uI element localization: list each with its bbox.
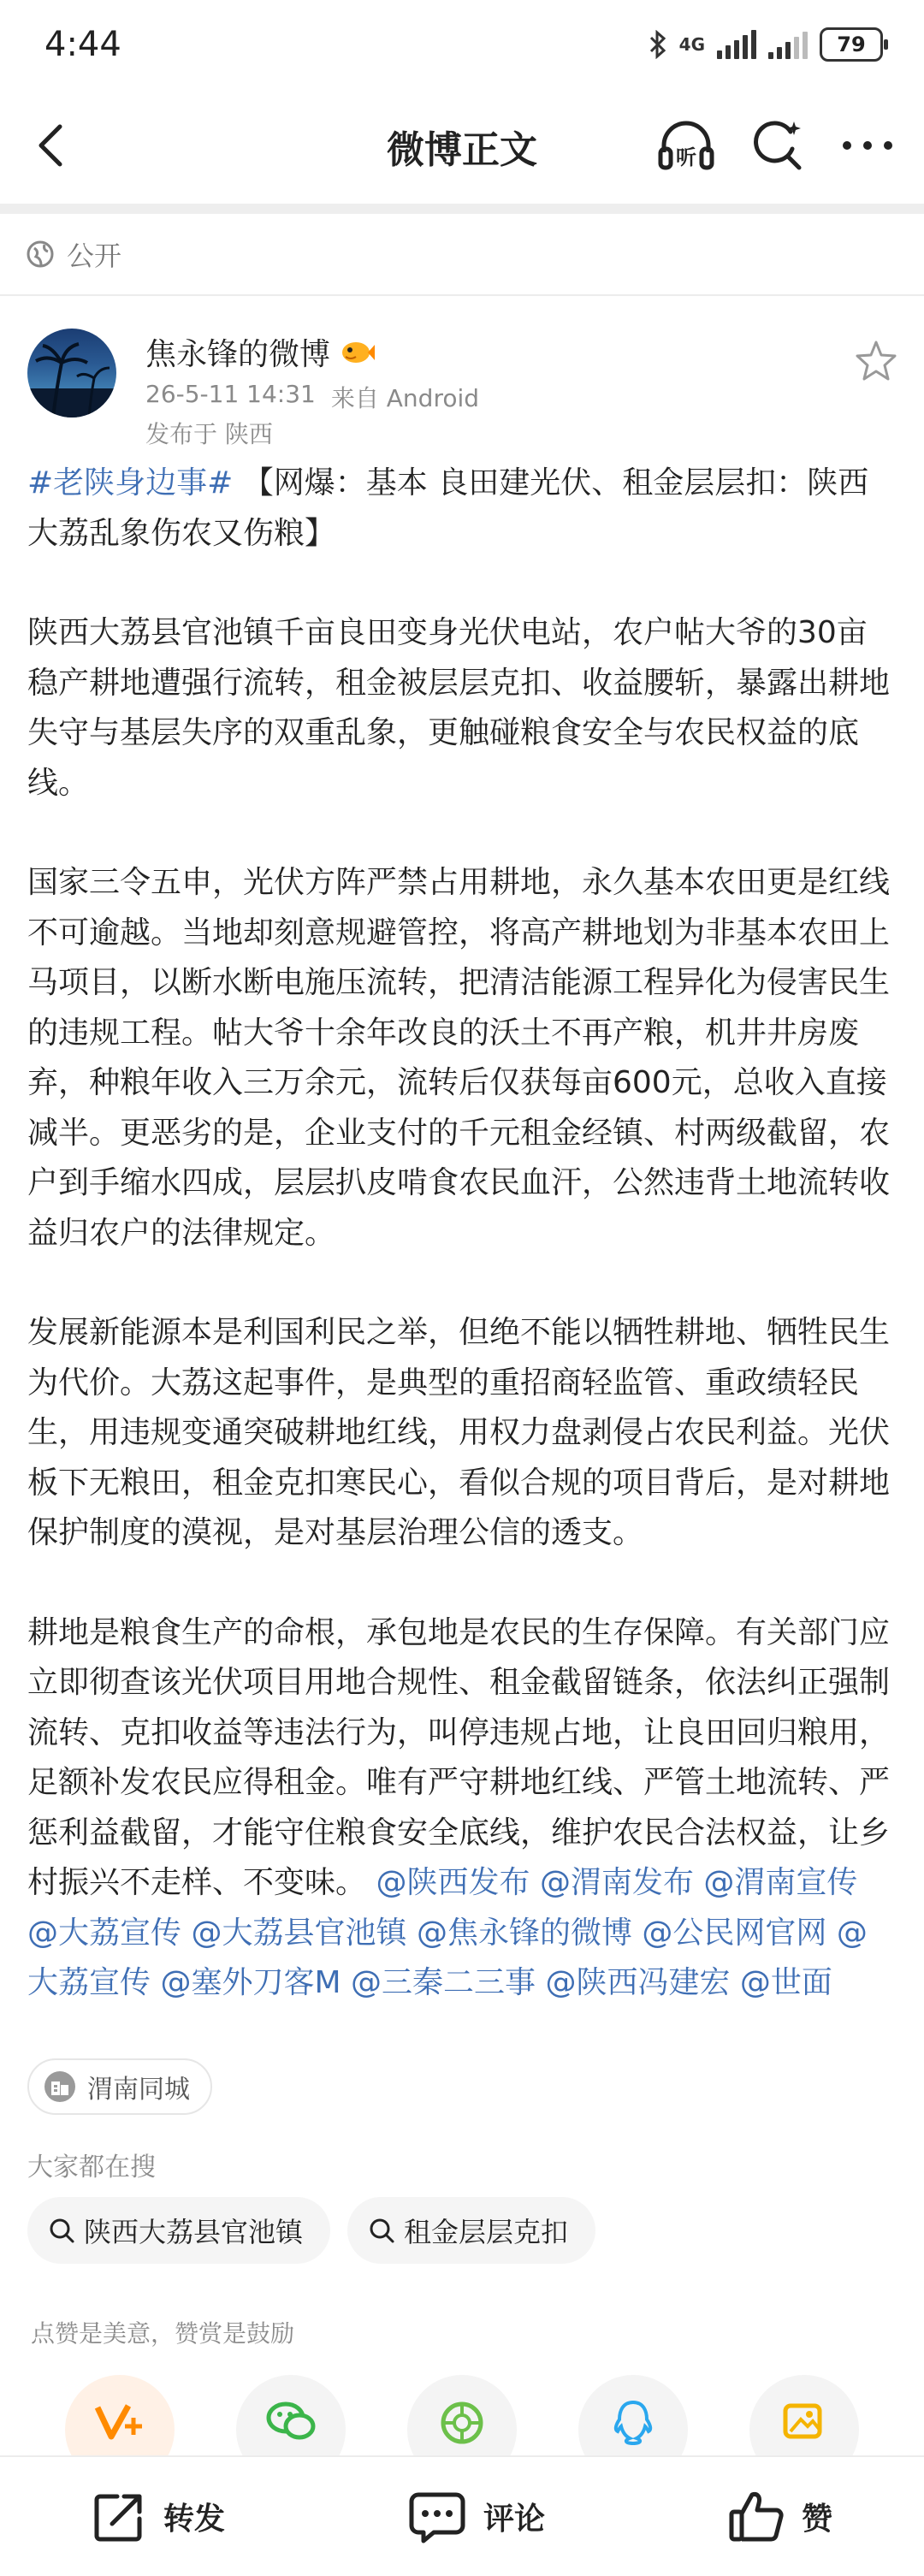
reward-label: 点赞是美意，赞赏是鼓励 <box>31 2319 295 2348</box>
status-bar <box>0 0 924 89</box>
status-icons <box>649 27 883 62</box>
post-paragraph-last <box>27 1608 897 2009</box>
author-name[interactable]: 焦永锋的微博 <box>145 337 331 372</box>
qq-icon <box>607 2397 659 2449</box>
moments-icon <box>436 2397 488 2449</box>
moments-share-button[interactable] <box>407 2375 517 2461</box>
mention-link[interactable]: @世面 <box>739 1965 832 2000</box>
mention-link[interactable]: @渭南宣传 <box>703 1865 858 1900</box>
thumbs-up-icon <box>728 2490 785 2544</box>
star-icon <box>852 337 900 385</box>
post-time: 26-5-11 14:31 <box>145 380 316 408</box>
post-source: 来自 Android <box>330 384 480 412</box>
listen-icon <box>655 118 717 173</box>
hot-search-tag-label: 租金层层克扣 <box>404 2216 569 2248</box>
signal-icon-2 <box>768 30 808 59</box>
qzone-icon <box>779 2397 830 2449</box>
bottom-action-bar <box>0 2455 924 2576</box>
share-row <box>0 2375 924 2461</box>
post-paragraph: 国家三令五申，光伏方阵严禁占用耕地，永久基本农田更是红线不可逾越。当地却刻意规避管控，将高产耕地划为非基本农田上马项目，以断水断电施压流转，把清洁能源工程异化为侵害民生的违规工程。帖大爷十余年改良的沃土不再产粮，机井井房废弃，种粮年收入三万余元，流转后仅获每亩600元，总收入直接减半。更恶劣的是，企业支付的千元租金经镇、村两级截留，农户到手缩水四成，层层扒皮啃食农民血汗，公然违背土地流转收益归农户的法律规定。 <box>27 865 891 1251</box>
author-name-line <box>145 330 375 374</box>
hot-search-tag[interactable] <box>27 2197 330 2264</box>
wechat-icon <box>264 2397 318 2445</box>
post-title: 【网爆：基本 良田建光伏、租金层层扣：陕西大荔乱象伤农又伤粮】 <box>27 465 869 551</box>
like-button[interactable] <box>728 2490 832 2544</box>
more-icon <box>840 139 895 152</box>
globe-icon <box>26 240 55 269</box>
battery-indicator <box>820 27 883 62</box>
network-label: 4G <box>678 34 705 55</box>
palm-tree-icon <box>27 329 116 417</box>
bluetooth-icon <box>649 30 667 59</box>
city-icon <box>43 2070 77 2104</box>
signal-icon <box>717 30 756 59</box>
favorite-button[interactable] <box>852 337 900 385</box>
wechat-share-button[interactable] <box>236 2375 346 2461</box>
mention-link[interactable]: @陕西冯建宏 <box>545 1965 731 2000</box>
comment-label: 评论 <box>483 2502 545 2537</box>
qzone-share-button[interactable] <box>749 2375 859 2461</box>
post-headline <box>27 459 897 559</box>
mention-link[interactable]: @大荔宣传 <box>27 1915 868 2000</box>
hot-search-tag[interactable] <box>347 2197 595 2264</box>
post-location: 发布于 陕西 <box>145 420 273 448</box>
mention-link[interactable]: @陕西发布 <box>376 1865 530 1900</box>
visibility-label: 公开 <box>67 240 122 272</box>
post-body <box>0 459 924 2009</box>
more-button[interactable] <box>837 115 898 176</box>
post-paragraph: 陕西大荔县官池镇千亩良田变身光伏电站，农户帖大爷的30亩稳产耕地遭强行流转，租金被层层克扣、收益腰斩，暴露出耕地失守与基层失序的双重乱象，更触碰粮食安全与农民权益的底线。 <box>27 615 891 801</box>
qq-share-button[interactable] <box>578 2375 688 2461</box>
hot-search-label: 大家都在搜 <box>27 2153 156 2182</box>
search-icon <box>749 118 804 173</box>
hot-search-tags <box>27 2197 595 2264</box>
comment-icon <box>408 2490 466 2544</box>
repost-button[interactable] <box>92 2490 225 2544</box>
comment-button[interactable] <box>408 2490 545 2544</box>
battery-level: 79 <box>837 33 866 56</box>
back-button[interactable] <box>26 120 77 171</box>
back-icon <box>34 121 68 169</box>
nav-actions <box>655 115 898 176</box>
hot-search-tag-label: 陕西大荔县官池镇 <box>84 2216 304 2248</box>
search-icon <box>368 2217 395 2244</box>
like-label: 赞 <box>801 2502 832 2537</box>
vip-plus-icon <box>92 2397 147 2445</box>
mention-link[interactable]: @焦永锋的微博 <box>416 1915 632 1951</box>
location-chip[interactable] <box>27 2058 212 2115</box>
mention-link[interactable]: @大荔宣传 <box>27 1915 182 1951</box>
hashtag-link[interactable]: #老陕身边事# <box>27 465 234 500</box>
avatar[interactable] <box>27 329 116 417</box>
search-icon <box>48 2217 75 2244</box>
visibility-row <box>0 214 924 296</box>
mention-link[interactable]: @渭南发布 <box>539 1865 694 1900</box>
search-button[interactable] <box>746 115 808 176</box>
nav-bar <box>0 89 924 204</box>
author-meta <box>145 380 479 414</box>
svg-text:听: 听 <box>676 145 696 169</box>
post-paragraph-text: 耕地是粮食生产的命根，承包地是农民的生存保障。有关部门应立即彻查该光伏项目用地合规性、租金截留链条，依法纠正强制流转、克扣收益等违法行为，叫停违规占地，让良田回归粮用，足额补发农民应得租金。唯有严守耕地红线、严管土地流转、严惩利益截留，才能守住粮食安全底线，维护农民合法权益，让乡村振兴不走样、不变味。 <box>27 1614 891 1900</box>
mention-link[interactable]: @大荔县官池镇 <box>191 1915 407 1951</box>
repost-label: 转发 <box>163 2502 225 2537</box>
fish-badge-icon <box>339 338 375 367</box>
location-chip-label: 渭南同城 <box>87 2075 190 2105</box>
divider <box>0 204 924 214</box>
mention-link[interactable]: @三秦二三事 <box>350 1965 536 2000</box>
listen-button[interactable] <box>655 115 717 176</box>
post-paragraph: 发展新能源本是利国利民之举，但绝不能以牺牲耕地、牺牲民生为代价。大荔这起事件，是典型的重招商轻监管、重政绩轻民生，用违规变通突破耕地红线，用权力盘剥侵占农民利益。光伏板下无粮田，租金克扣寒民心，看似合规的项目背后，是对耕地保护制度的漠视，是对基层治理公信的透支。 <box>27 1315 891 1550</box>
author-row <box>0 296 924 459</box>
vip-plus-button[interactable] <box>65 2375 175 2461</box>
mention-link[interactable]: @塞外刀客M <box>160 1965 341 2000</box>
post-card <box>0 296 924 2009</box>
page-title: 微博正文 <box>387 128 537 172</box>
repost-icon <box>92 2490 146 2544</box>
mention-link[interactable]: @公民网官网 <box>642 1915 827 1951</box>
status-time: 4:44 <box>44 25 121 64</box>
